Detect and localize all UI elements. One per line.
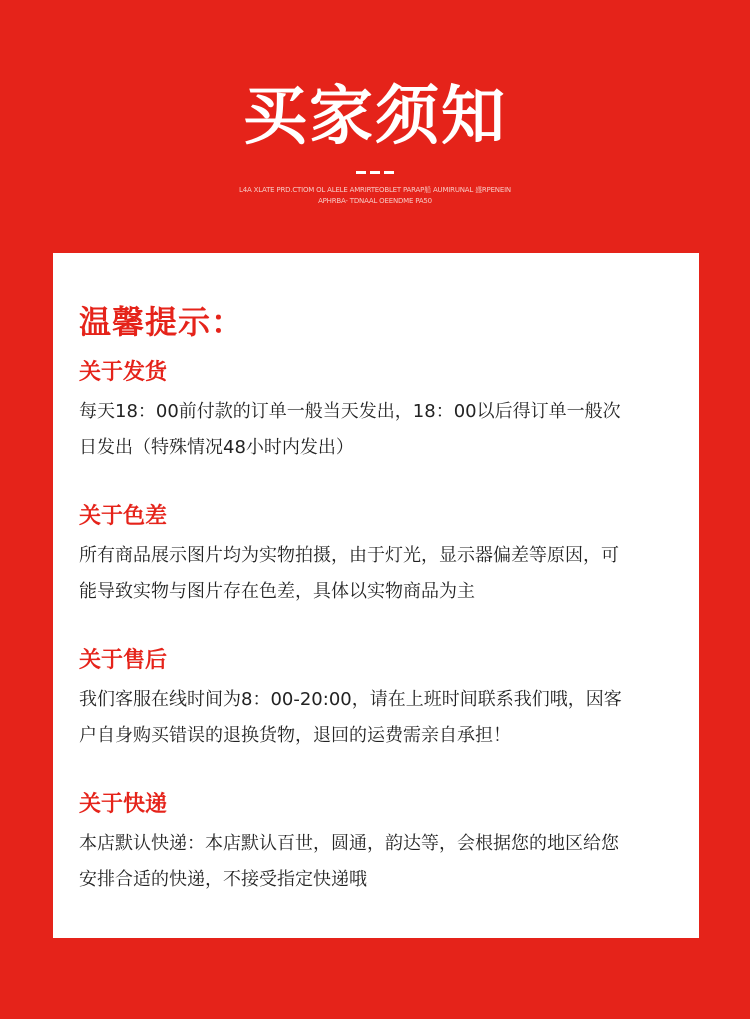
body-line: 安排合适的快递，不接受指定快递哦 xyxy=(79,869,367,890)
section-body xyxy=(79,826,679,898)
section-courier xyxy=(79,790,679,898)
body-line: 本店默认快递：本店默认百世，圆通，韵达等，会根据您的地区给您 xyxy=(79,833,619,854)
body-line: 所有商品展示图片均为实物拍摄，由于灯光，显示器偏差等原因，可 xyxy=(79,545,619,566)
notice-card xyxy=(53,253,699,938)
subtitle-line-1: L4A XLATE PRD.CTIOM OL ALELE AMRIRTEOBLET PARAP船 AUMIRUNAL 盛RPENEIN xyxy=(239,186,511,194)
section-heading: 关于发货 xyxy=(79,360,168,385)
page-title: 买家须知 xyxy=(243,80,507,154)
section-heading: 关于色差 xyxy=(79,504,168,529)
subtitle-line-2: APHRBA- TDNAAL OEENDME PA50 xyxy=(318,197,432,205)
divider-dash xyxy=(370,171,380,174)
section-body xyxy=(79,394,679,466)
body-line: 能导致实物与图片存在色差，具体以实物商品为主 xyxy=(79,581,475,602)
section-after-sales xyxy=(79,646,679,754)
section-heading: 关于快递 xyxy=(79,792,168,817)
divider-dash xyxy=(384,171,394,174)
section-body xyxy=(79,682,679,754)
section-body xyxy=(79,538,679,610)
body-line: 我们客服在线时间为8：00-20:00，请在上班时间联系我们哦，因客 xyxy=(79,689,622,710)
body-line: 日发出（特殊情况48小时内发出） xyxy=(79,437,354,458)
notice-title: 温馨提示： xyxy=(79,303,245,341)
title-divider xyxy=(356,171,394,174)
header-banner xyxy=(0,0,750,253)
divider-dash xyxy=(356,171,366,174)
section-heading: 关于售后 xyxy=(79,648,168,673)
body-line: 每天18：00前付款的订单一般当天发出，18：00以后得订单一般次 xyxy=(79,401,621,422)
body-line: 户自身购买错误的退换货物，退回的运费需亲自承担！ xyxy=(79,725,511,746)
section-color-difference xyxy=(79,502,679,610)
header-subtitle xyxy=(200,185,550,207)
section-shipping xyxy=(79,358,679,466)
